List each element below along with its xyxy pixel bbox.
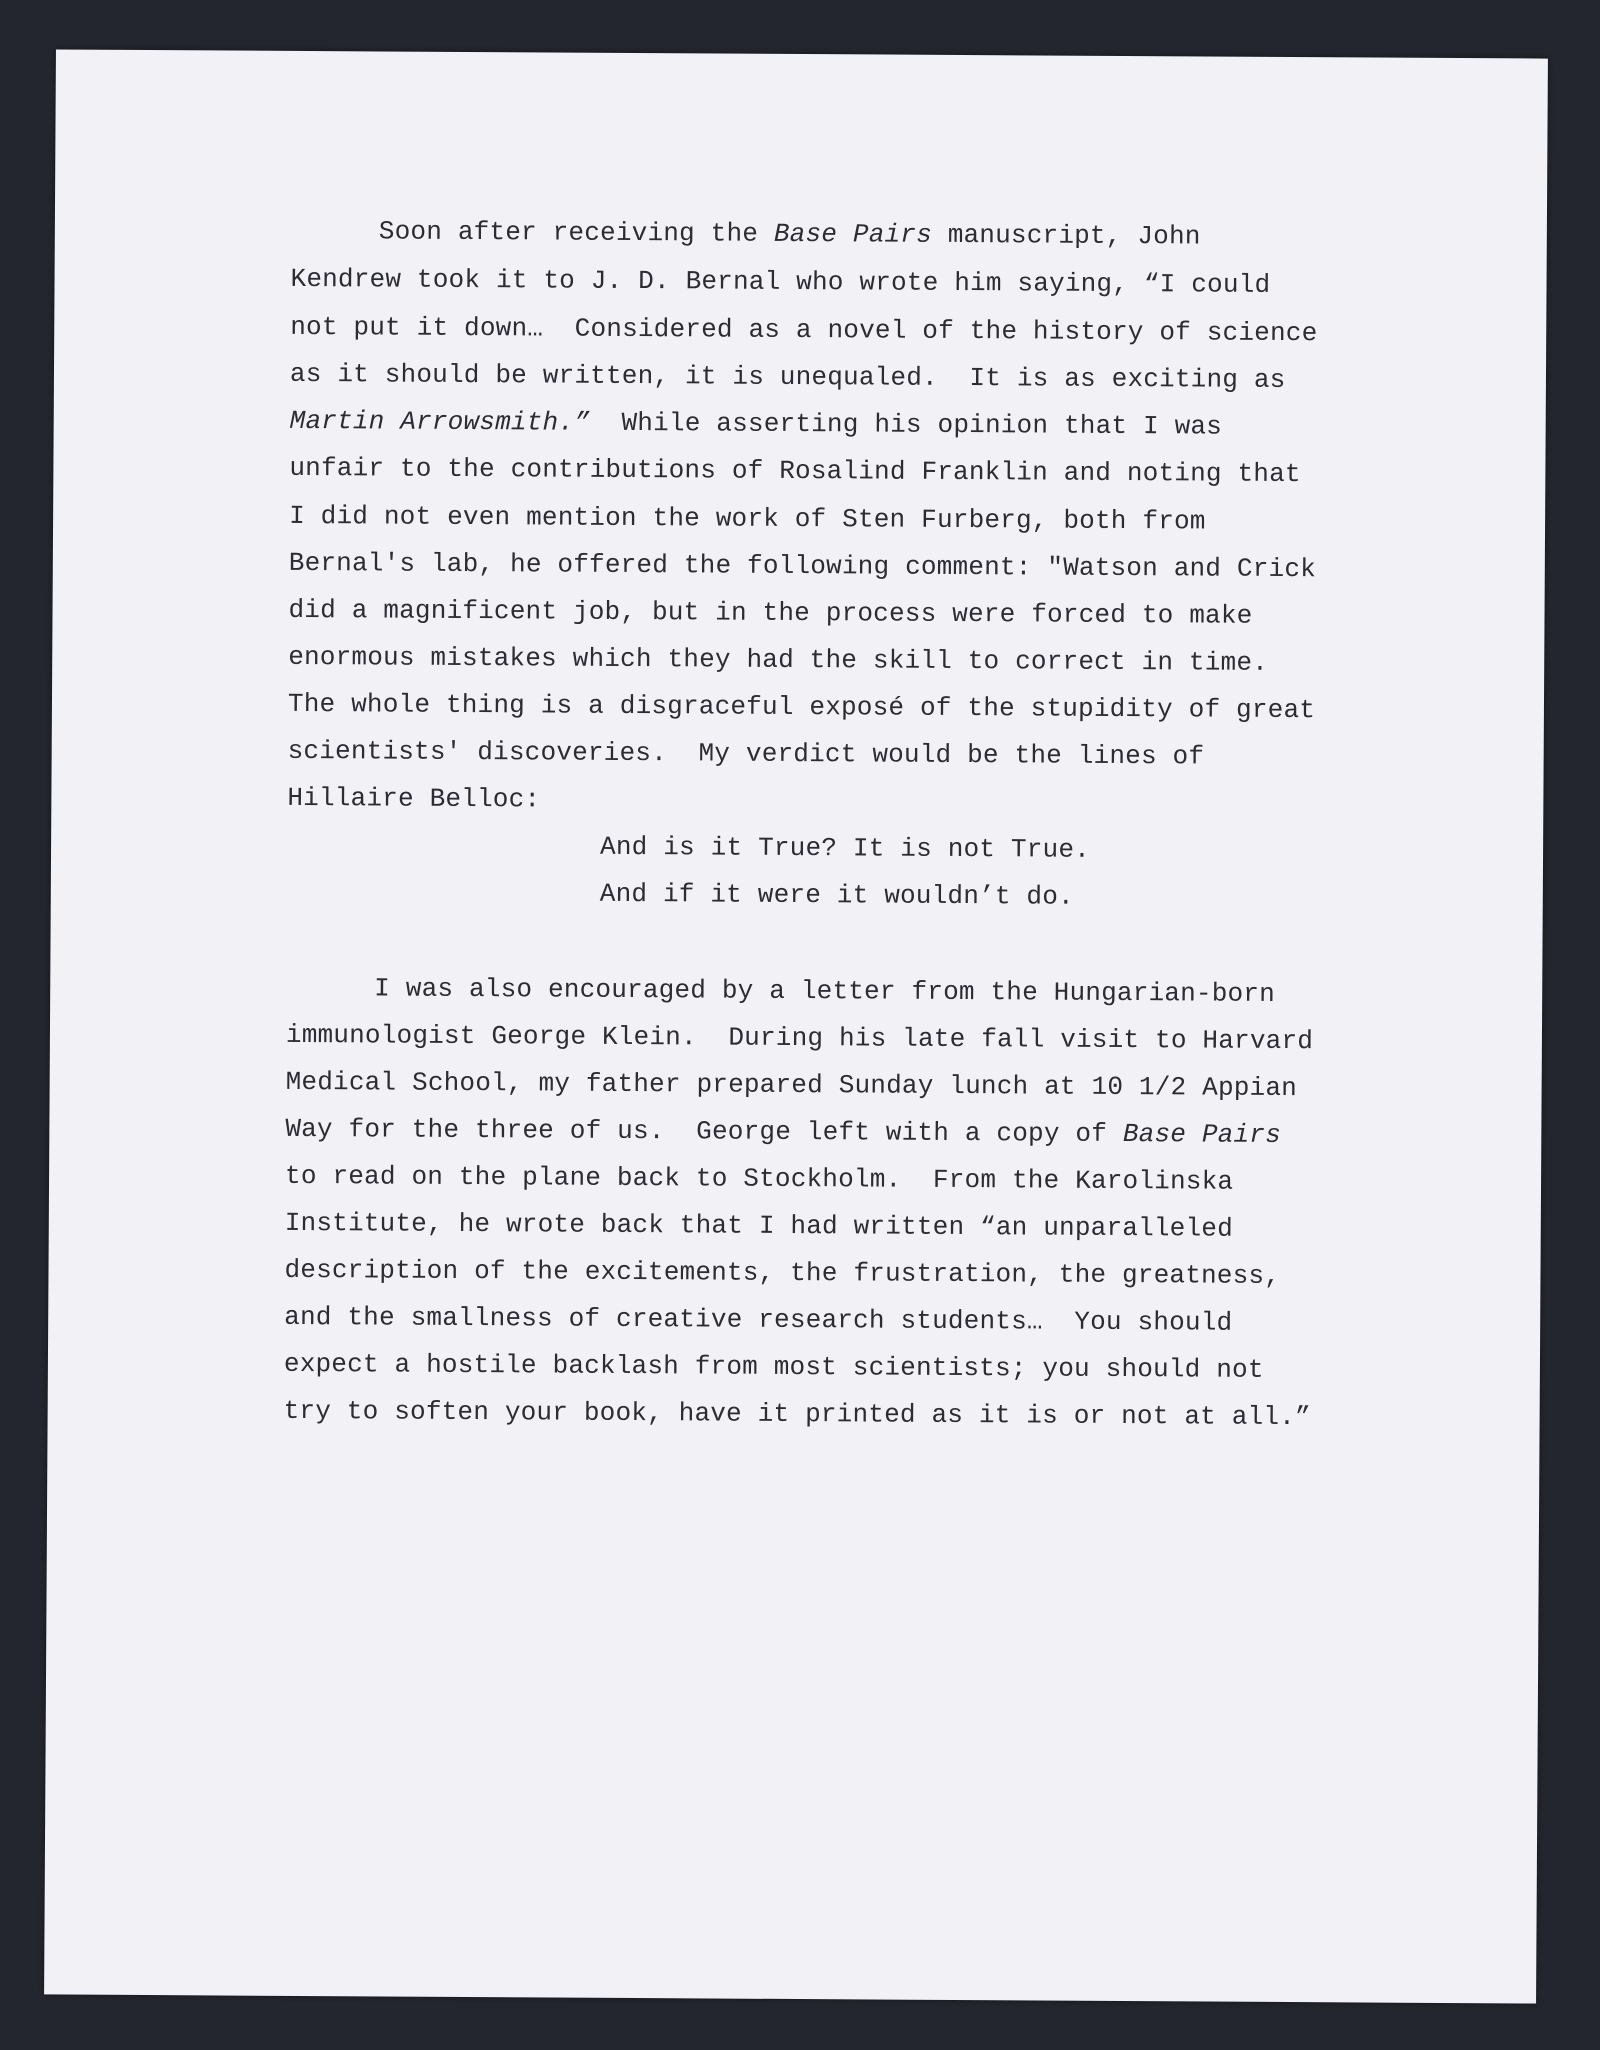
text-line: Bernal's lab, he offered the following comment: "Watson and Crick [288, 547, 1317, 585]
book-title: Martin Arrowsmith.” [289, 405, 591, 438]
text-span: Soon after receiving the [378, 216, 775, 249]
text-line: unfair to the contributions of Rosalind Franklin and noting that [289, 452, 1301, 490]
book-title: Base Pairs [1122, 1118, 1282, 1150]
verse-line: And is it True? It is not True. [600, 831, 1091, 865]
text-span: While asserting his opinion that I was [589, 407, 1223, 442]
text-line: enormous mistakes which they had the skill to correct in time. [288, 641, 1269, 678]
book-title: Base Pairs [773, 218, 933, 250]
text-line [285, 1113, 1281, 1151]
text-line: to read on the plane back to Stockholm. From the Karolinska [284, 1160, 1234, 1197]
text-line [290, 405, 1223, 443]
document-page [44, 49, 1548, 2003]
text-span: Way for the three of us. George left with a copy of [285, 1113, 1123, 1149]
text-line: I did not even mention the work of Sten Furberg, both from [289, 500, 1206, 537]
text-line: try to soften your book, have it printed as it is or not at all.” [283, 1395, 1311, 1433]
text-line: Institute, he wrote back that I had written “an unparalleled [284, 1207, 1234, 1244]
text-line: I was also encouraged by a letter from the Hungarian-born [374, 973, 1276, 1009]
text-line: and the smallness of creative research students… You should [284, 1301, 1233, 1338]
text-line: as it should be written, it is unequaled. It is as exciting as [289, 358, 1286, 395]
text-line: The whole thing is a disgraceful exposé of the stupidity of great [287, 688, 1316, 726]
text-line: not put it down… Considered as a novel of the history of science [290, 311, 1318, 349]
text-line: expect a hostile backlash from most scientists; you should not [283, 1348, 1264, 1385]
text-line: description of the excitements, the frustration, the greatness, [284, 1254, 1281, 1291]
text-line: Medical School, my father prepared Sunday lunch at 10 1/2 Appian [285, 1066, 1298, 1104]
text-line: Hillaire Belloc: [287, 782, 541, 815]
text-line: scientists' discoveries. My verdict would be the lines of [287, 735, 1205, 772]
text-line [379, 215, 1201, 252]
text-line: Kendrew took it to J. D. Bernal who wrote him saying, “I could [290, 263, 1271, 300]
text-line: did a magnificent job, but in the process were forced to make [288, 594, 1253, 631]
text-line: immunologist George Klein. During his late fall visit to Harvard [285, 1019, 1314, 1057]
verse-line: And if it were it wouldn’t do. [599, 878, 1074, 912]
text-span: manuscript, John [931, 219, 1201, 252]
